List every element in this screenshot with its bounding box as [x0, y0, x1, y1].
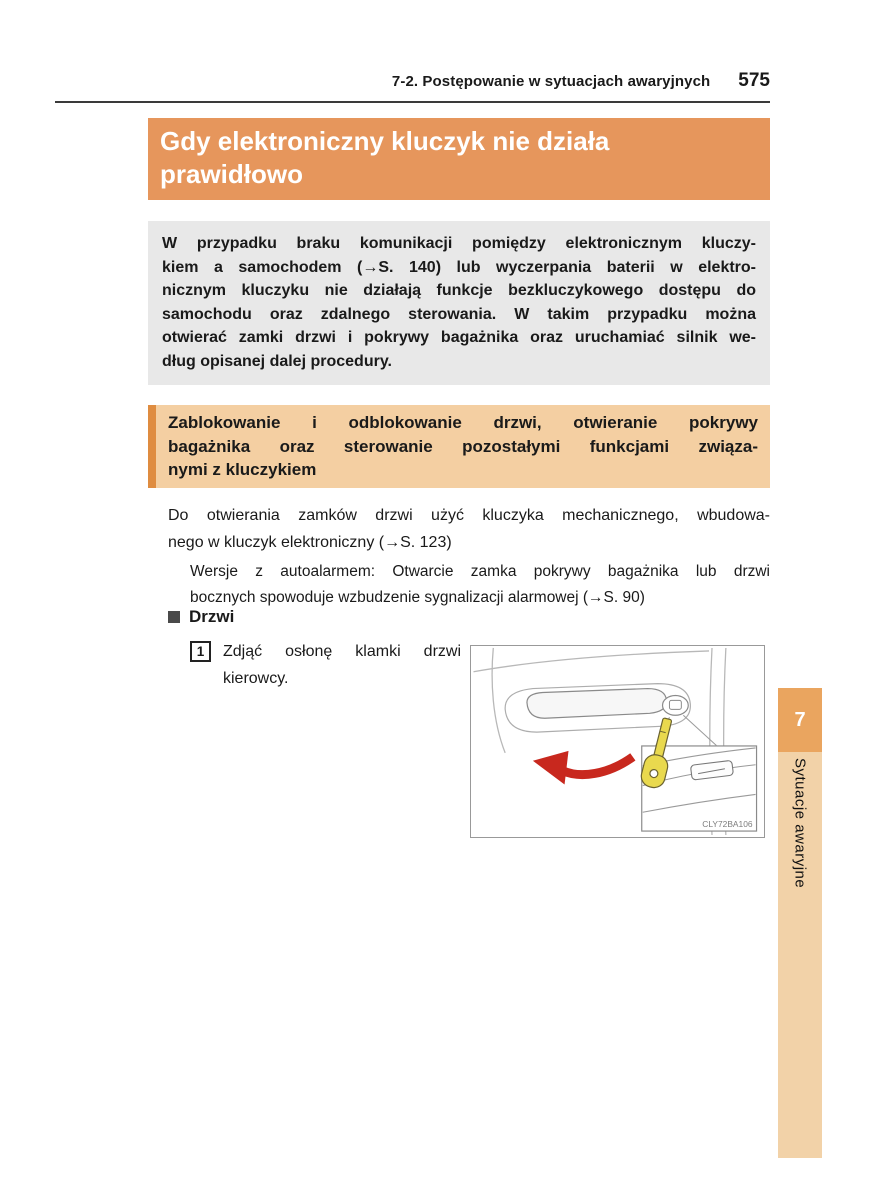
chapter-title-banner: Gdy elektroniczny kluczyk nie działa prawidłowo — [148, 118, 770, 200]
step-number-box: 1 — [190, 641, 211, 662]
subsection-heading — [168, 607, 234, 627]
door-handle-illustration — [471, 646, 764, 837]
square-bullet-icon — [168, 611, 180, 623]
chapter-number-tab: 7 — [778, 688, 822, 752]
body-paragraph-2: Wersje z autoalarmem: Otwarcie zamka pokrywy bagażnika lub drzwi bocznych spowoduje wzbudzenie sygnalizacji alarmowej (→S. 90) — [190, 563, 770, 606]
step-1 — [190, 638, 461, 692]
red-arrow-icon — [533, 751, 633, 785]
door-handle — [527, 689, 667, 719]
key-cover — [663, 695, 689, 715]
breadcrumb: 7-2. Postępowanie w sytuacjach awaryjnych — [391, 73, 711, 90]
subsection-label: Drzwi — [189, 607, 235, 626]
chapter-sidebar-label: Sytuacje awaryjne — [791, 758, 809, 889]
intro-text-box: W przypadku braku komunikacji pomiędzy elektronicznym kluczy- kiem a samochodem (→S. 140) lub wyczerpania baterii w elektro- nicznym kluczyku nie działają funkcje bezkluczykowego dostępu do samochodu oraz zdalnego sterowania. W takim przypadku można otwierać zamki drzwi i pokrywy bagażnika oraz uruchamiać silnik we- dług opisanej dalej procedury. — [148, 221, 770, 385]
header-divider — [55, 101, 770, 103]
page-header — [392, 70, 770, 92]
page-number: 575 — [738, 70, 770, 91]
body-paragraph-1: Do otwierania zamków drzwi użyć kluczyka mechanicznego, wbudowa- nego w kluczyk elektroniczny (→S. 123) — [168, 507, 770, 551]
step-text: Zdjąć osłonę klamki drzwi kierowcy. — [223, 643, 461, 687]
figure-code: CLY72BA106 — [702, 819, 753, 830]
figure-box — [470, 645, 765, 838]
section-heading: Zablokowanie i odblokowanie drzwi, otwieranie pokrywy bagażnika oraz sterowanie pozostałymi funkcjami związa- nymi z kluczykiem — [148, 405, 770, 488]
